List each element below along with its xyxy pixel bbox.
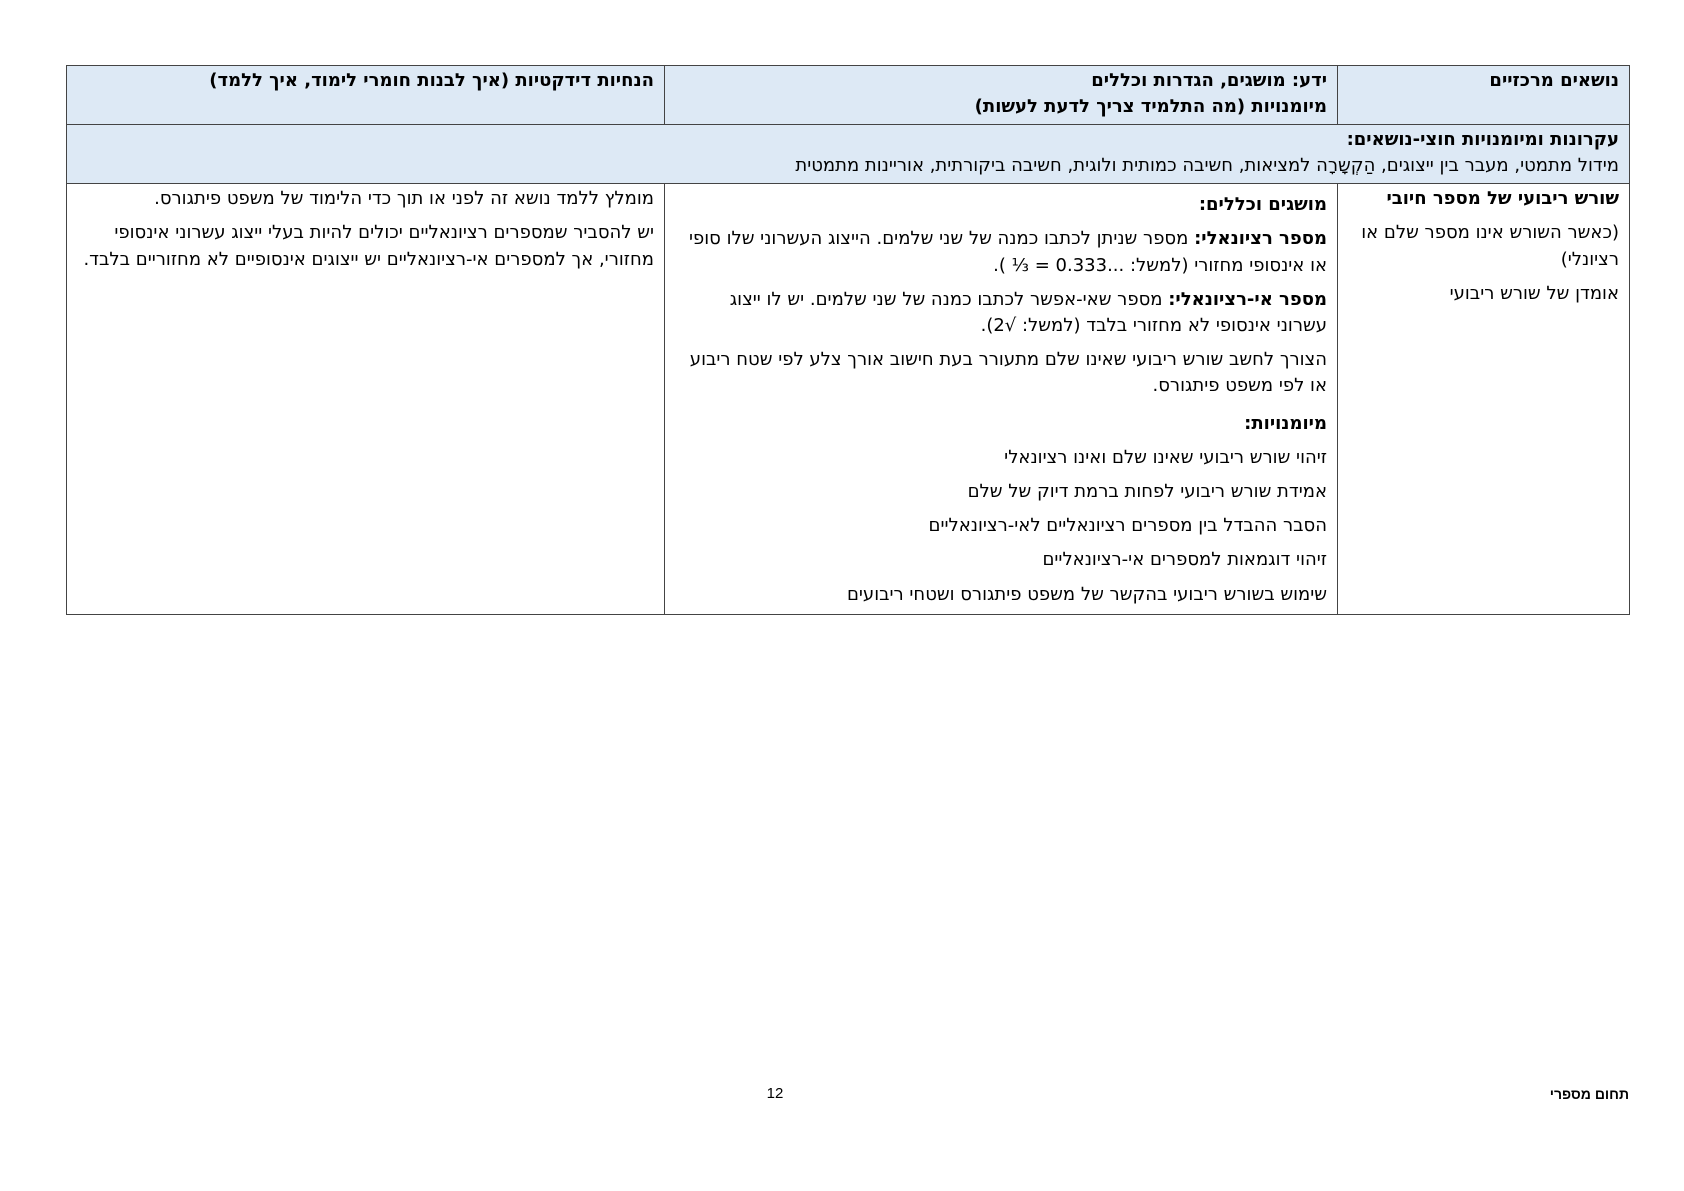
header-topics-label: נושאים מרכזיים [1489, 70, 1619, 91]
need-text: הצורך לחשב שורש ריבועי שאינו שלם מתעורר בעת חישוב אורך צלע לפי שטח ריבוע או לפי משפט פיתגורס. [689, 348, 1327, 396]
topic-sub: אומדן של שורש ריבועי [1449, 282, 1619, 304]
skill-item: זיהוי שורש ריבועי שאינו שלם ואינו רציונאלי [1004, 447, 1327, 469]
cross-topic-row [67, 125, 1630, 184]
skill-item: הסבר ההבדל בין מספרים רציונאליים לאי-רציונאליים [928, 515, 1327, 537]
skills-heading: מיומנויות: [1244, 413, 1327, 435]
header-topics [1338, 66, 1630, 125]
header-knowledge-line2: מיומנויות (מה התלמיד צריך לדעת לעשות) [974, 96, 1327, 118]
rational-term: מספר רציונאלי: [1194, 228, 1327, 250]
table-header-row [67, 66, 1630, 125]
irrational-term: מספר אי-רציונאלי: [1168, 288, 1327, 310]
topic-cell [1338, 184, 1630, 614]
didactic-cell [67, 184, 665, 614]
rational-definition [675, 226, 1327, 278]
concepts-heading: מושגים וכללים: [1198, 194, 1327, 216]
irrational-definition [675, 287, 1327, 339]
skill-item: שימוש בשורש ריבועי בהקשר של משפט פיתגורס ושטחי ריבועים [846, 583, 1327, 605]
table-row [67, 184, 1630, 614]
rational-text: מספר שניתן לכתבו כמנה של שני שלמים. הייצוג העשרוני שלו סופי או אינסופי מחזורי (למשל: ...0.333 = ⅓ ). [689, 228, 1327, 276]
skill-item: זיהוי דוגמאות למספרים אי-רציונאליים [1042, 549, 1327, 571]
page-number: 12 [766, 1085, 784, 1102]
skill-item: אמידת שורש ריבועי לפחות ברמת דיוק של שלם [967, 481, 1327, 503]
header-didactic-label: הנחיות דידקטיות (איך לבנות חומרי לימוד, איך ללמד) [209, 70, 654, 91]
curriculum-table [66, 65, 1630, 615]
didactic-text-2: יש להסביר שמספרים רציונאליים יכולים להיות בעלי ייצוג עשרוני אינסופי מחזורי, אך למספרים אי-רציונאליים יש ייצוגים אינסופיים לא מחזוריים בלבד. [83, 222, 654, 270]
footer-domain: תחום מספרי [1549, 1086, 1629, 1102]
knowledge-cell [665, 184, 1338, 614]
header-knowledge [665, 66, 1338, 125]
cross-topic-cell [67, 125, 1630, 184]
topic-title: שורש ריבועי של מספר חיובי [1386, 188, 1619, 210]
irrational-text: מספר שאי-אפשר לכתבו כמנה של שני שלמים. יש לו ייצוג עשרוני אינסופי לא מחזורי בלבד (למשל: √2). [729, 288, 1327, 336]
topic-note: (כאשר השורש אינו מספר שלם או רציונלי) [1361, 222, 1619, 270]
cross-topic-title: עקרונות ומיומנויות חוצי-נושאים: [1346, 129, 1619, 151]
header-knowledge-line1: ידע: מושגים, הגדרות וכללים [1091, 70, 1327, 91]
cross-topic-text: מידול מתמטי, מעבר בין ייצוגים, הַקְשָרָה למציאות, חשיבה כמותית ולוגית, חשיבה ביקורתית, אוריינות מתמטית [795, 155, 1619, 177]
didactic-text-1: מומלץ ללמד נושא זה לפני או תוך כדי הלימוד של משפט פיתגורס. [154, 188, 654, 210]
header-didactic [67, 66, 665, 125]
